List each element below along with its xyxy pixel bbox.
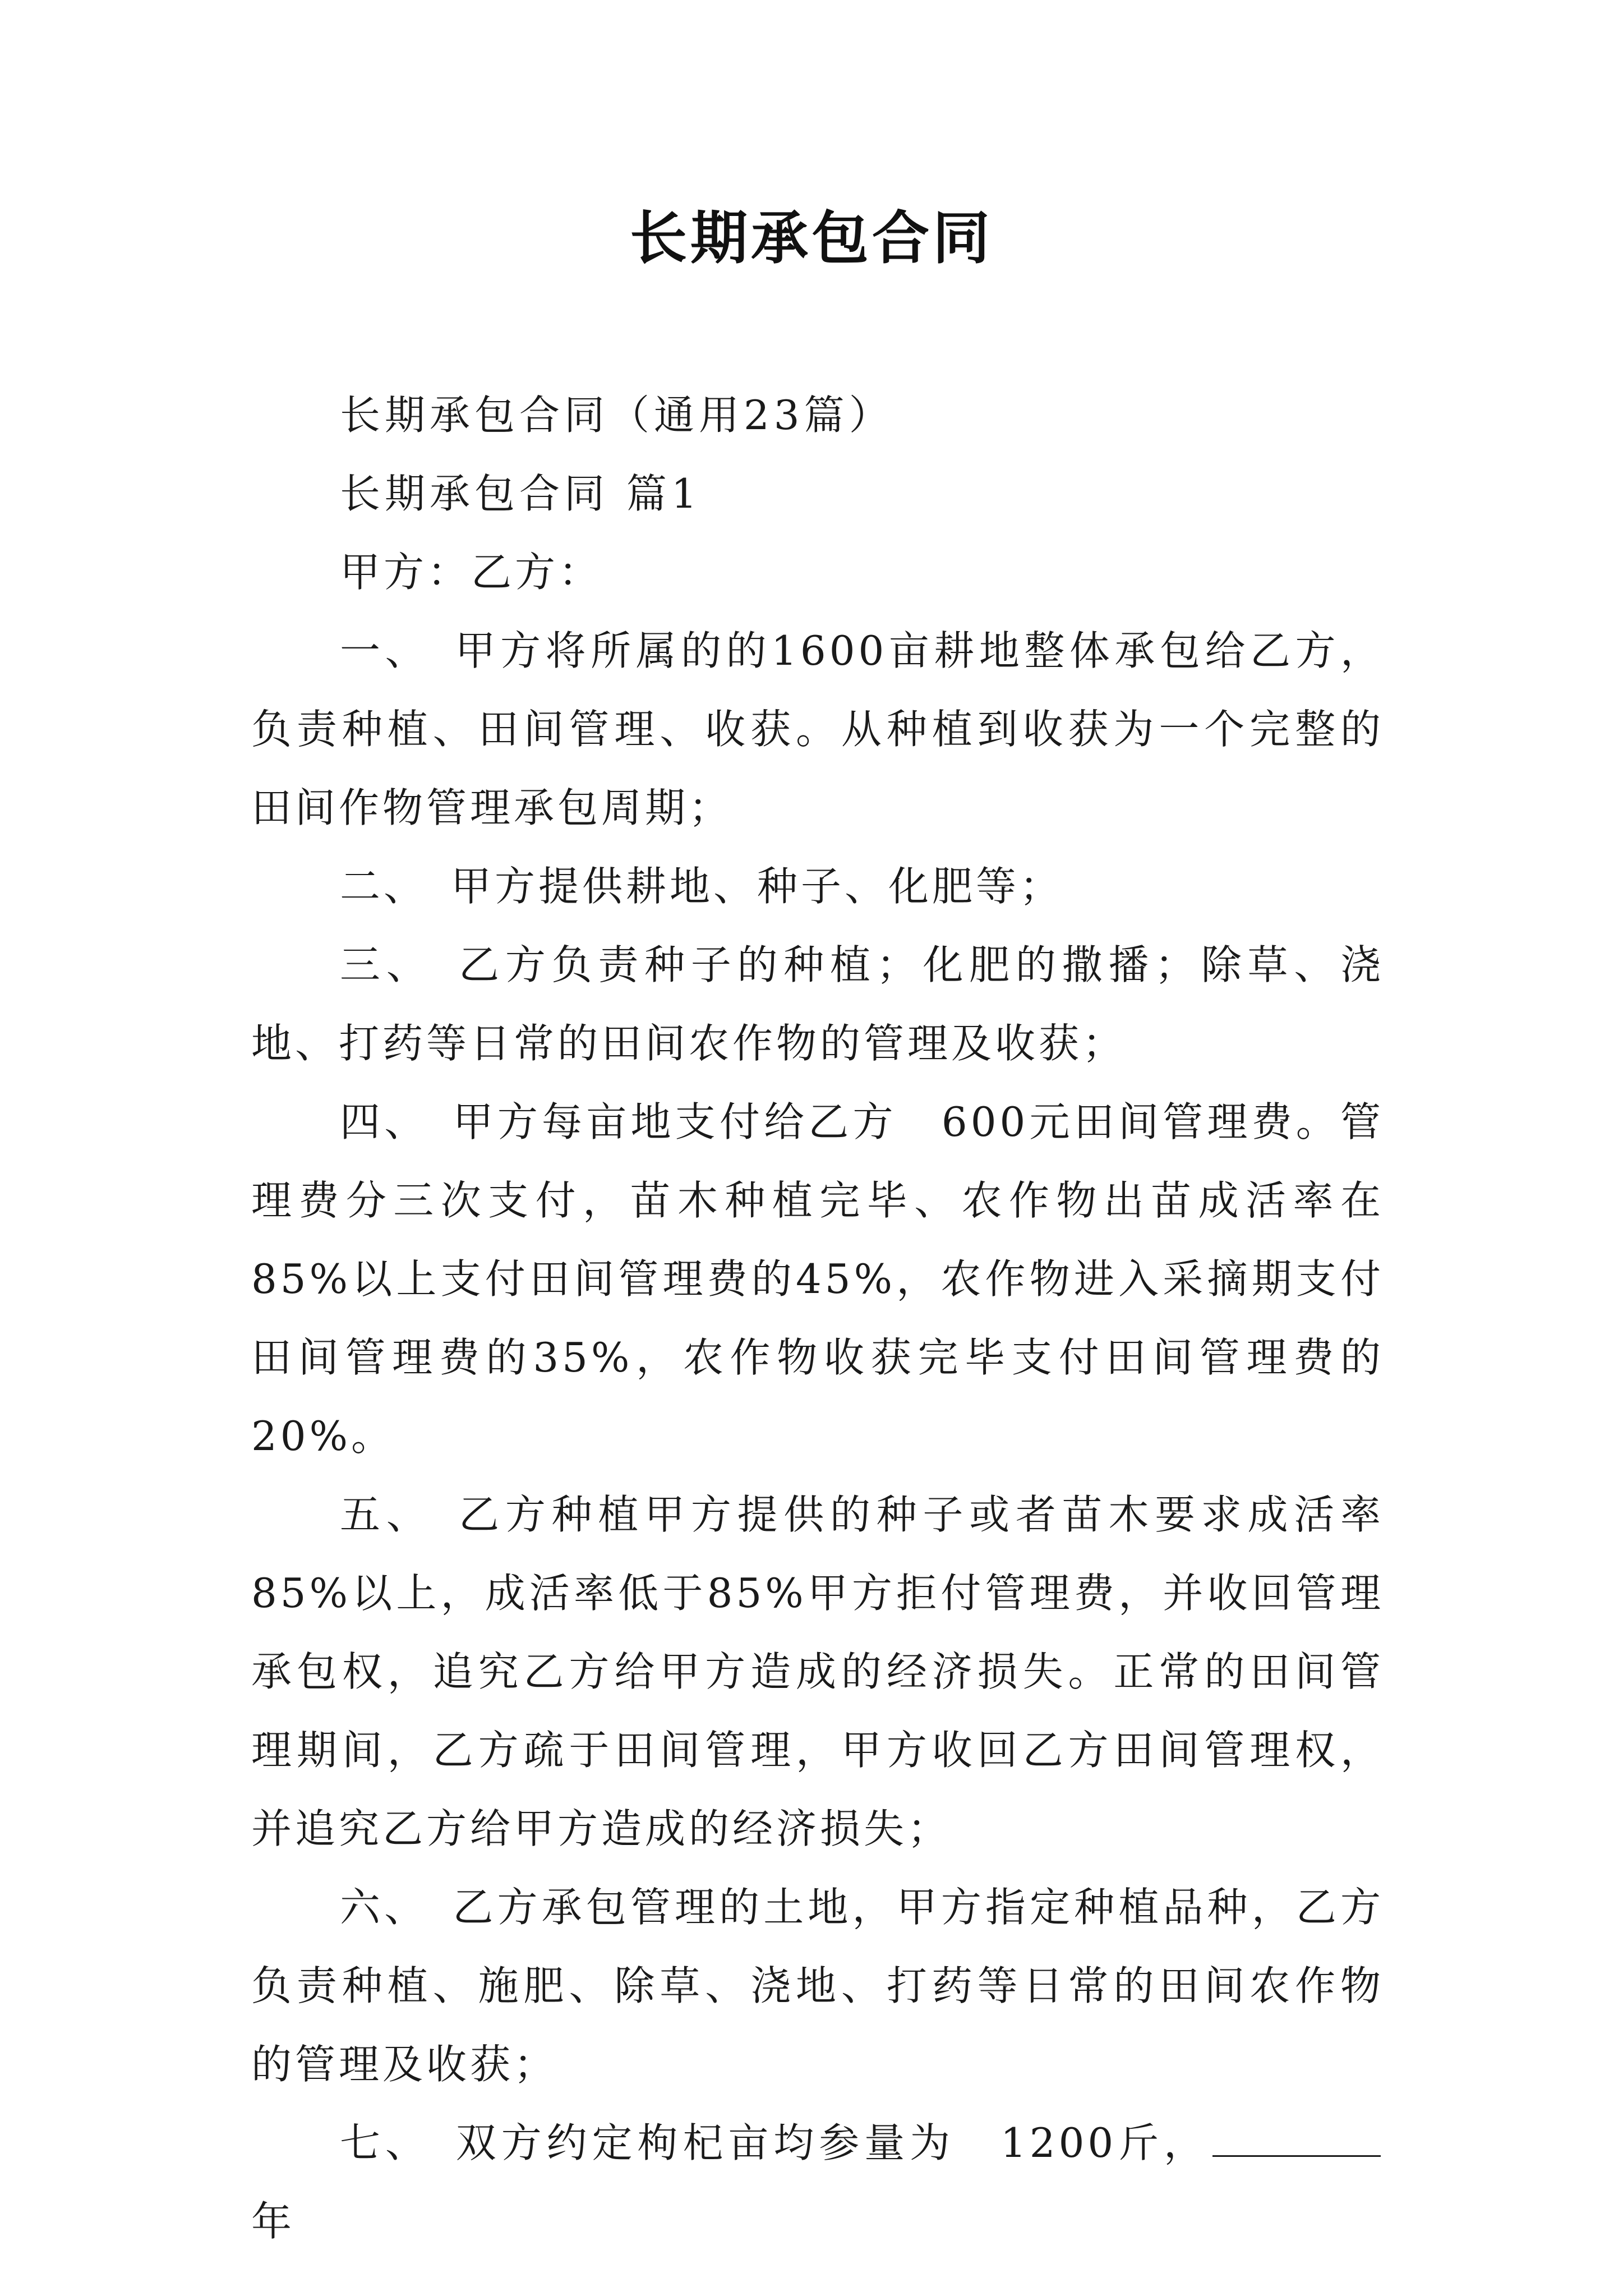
clause-7	[251, 2104, 1384, 2261]
clause-4: 四、 甲方每亩地支付给乙方 600元田间管理费。管理费分三次支付，苗木种植完毕、农作物出苗成活率在85%以上支付田间管理费的45%，农作物进入采摘期支付田间管理费的35%，农作物收获完毕支付田间管理费的20%。	[251, 1098, 1384, 1460]
clause-7-year: 年	[251, 2198, 296, 2245]
collection-heading: 长期承包合同（通用23篇）	[340, 392, 894, 439]
fill-in-blank	[1212, 2122, 1381, 2157]
clause-7-text: 七、 双方约定枸杞亩均参量为 1200斤，	[340, 2119, 1209, 2166]
document-title: 长期承包合同	[630, 205, 993, 272]
article-heading: 长期承包合同 篇1	[340, 470, 702, 517]
document-body	[251, 376, 1384, 2261]
parties-line: 甲方：乙方：	[340, 549, 603, 596]
clause-3: 三、 乙方负责种子的种植；化肥的撒播；除草、浇地、打药等日常的田间农作物的管理及收获；	[251, 941, 1384, 1067]
clause-1: 一、 甲方将所属的的1600亩耕地整体承包给乙方，负责种植、田间管理、收获。从种植到收获为一个完整的田间作物管理承包周期；	[251, 627, 1384, 831]
clause-2: 二、 甲方提供耕地、种子、化肥等；	[340, 863, 1064, 910]
clause-5: 五、 乙方种植甲方提供的种子或者苗木要求成活率85%以上，成活率低于85%甲方拒付管理费，并收回管理承包权，追究乙方给甲方造成的经济损失。正常的田间管理期间，乙方疏于田间管理，甲方收回乙方田间管理权，并追究乙方给甲方造成的经济损失；	[251, 1491, 1384, 1852]
clause-6: 六、 乙方承包管理的土地，甲方指定种植品种，乙方负责种植、施肥、除草、浇地、打药等日常的田间农作物的管理及收获；	[251, 1884, 1384, 2088]
